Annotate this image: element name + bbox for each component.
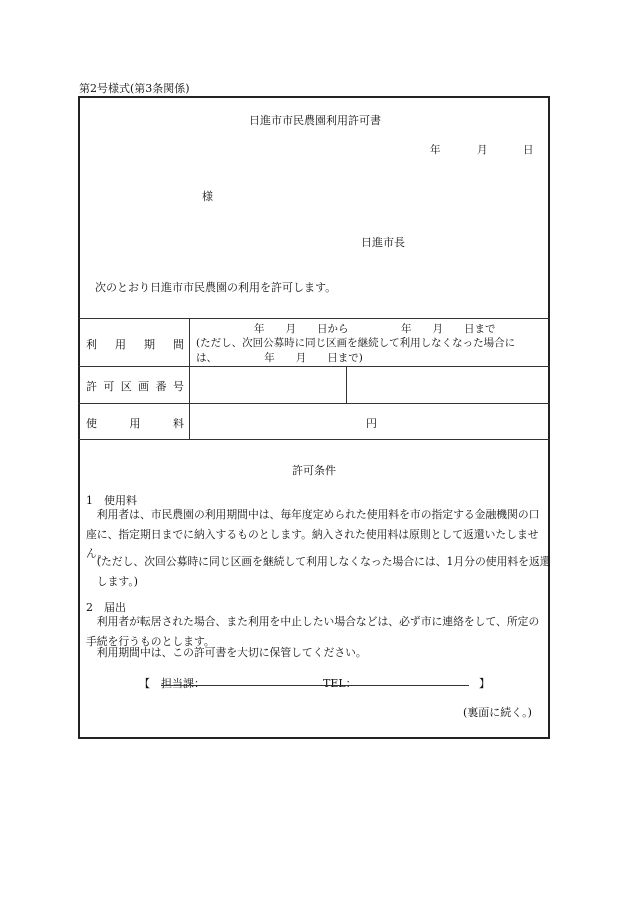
plot-number-field[interactable] (192, 369, 344, 400)
contact-dept-label: 担当課： (161, 677, 205, 690)
table-top-rule (78, 318, 550, 319)
date-month: 月 (477, 144, 488, 156)
fee-section-body: 利用者は、市民農園の利用期間中は、毎年度定められた使用料を市の指定する金融機関の口座に、指定期日までに納入するものとします。納入された使用料は原則として返還いたしません。 (86, 508, 540, 560)
contact-close-bracket: 】 (479, 677, 490, 690)
fee-section-note: (ただし、次回公募時に同じ区画を継続して利用しなくなった場合には、1月分の使用料を返還します。) (96, 555, 551, 588)
period-label: 利 用 期 間 (86, 338, 184, 351)
contact-underline (161, 685, 469, 686)
addressee-suffix: 様 (202, 190, 213, 203)
fee-section-heading: 1 使用料 (86, 494, 137, 507)
fee-unit: 円 (366, 417, 377, 430)
document-title: 日進市市民農園利用許可書 (249, 114, 381, 127)
contact-tel-label: TEL： (323, 677, 357, 690)
contact-open-bracket: 【 (139, 677, 150, 690)
table-rule-2 (78, 366, 550, 367)
table-bottom-rule (78, 439, 550, 440)
date-day: 日 (523, 144, 534, 156)
notification-section-heading: 2 届出 (86, 601, 126, 614)
table-rule-3 (78, 403, 550, 404)
notification-section-body: 利用者が転居された場合、また利用を中止したい場合などは、必ず市に連絡をして、所定の手続を行うものとします。 (86, 615, 540, 648)
plot-number-field-2[interactable] (350, 369, 546, 400)
period-line-2: (ただし、次回公募時に同じ区画を継続して利用しなくなった場合に (196, 337, 516, 349)
intro-text: 次のとおり日進市市民農園の利用を許可します。 (95, 281, 337, 294)
date-year: 年 (430, 144, 441, 156)
keep-permit-note: 利用期間中は、この許可書を大切に保管してください。 (96, 646, 367, 659)
continued-note: (裏面に続く。) (463, 706, 532, 719)
issuer-name: 日進市長 (361, 236, 405, 249)
period-line-3: は、 年 月 日まで) (196, 352, 363, 364)
table-column-divider (189, 318, 190, 439)
plot-number-label: 許 可 区 画 番 号 (86, 380, 184, 393)
fee-label: 使 用 料 (86, 417, 184, 430)
form-number-label: 第2号様式(第3条関係) (79, 82, 190, 95)
plot-number-divider (346, 366, 347, 403)
period-line-1: 年 月 日から 年 月 日まで (254, 323, 496, 335)
conditions-title: 許可条件 (292, 464, 336, 477)
